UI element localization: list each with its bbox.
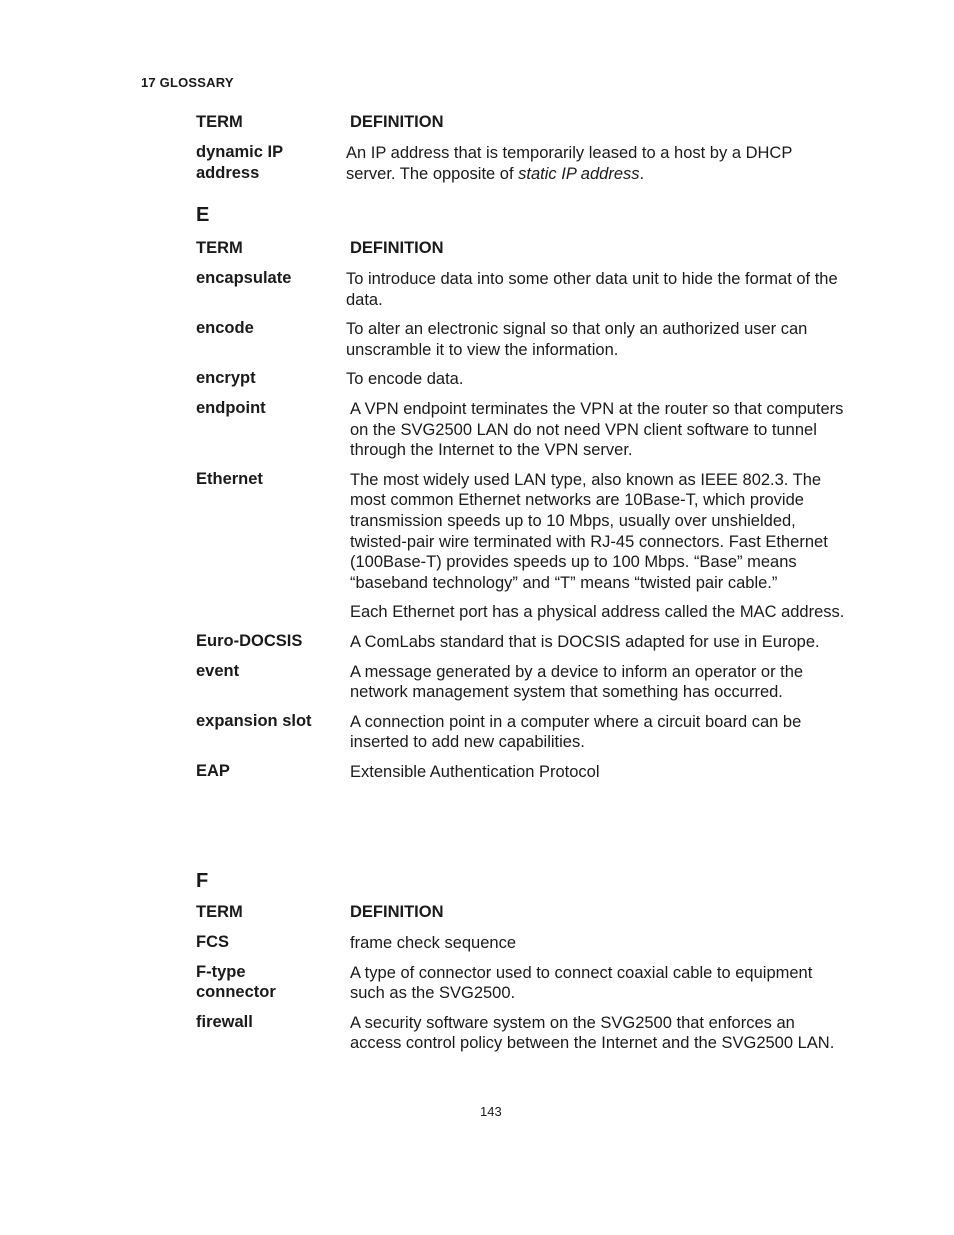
glossary-term: endpoint: [196, 398, 266, 417]
page-number: 143: [480, 1104, 502, 1119]
glossary-definition: A connection point in a computer where a circuit board can be inserted to add new capabilities.: [350, 712, 802, 752]
glossary-entry: [196, 470, 846, 623]
glossary-entry: [196, 712, 846, 753]
section-letter-e: E: [196, 204, 210, 226]
glossary-term: EAP: [196, 761, 230, 780]
glossary-entry: [196, 762, 846, 783]
glossary-term: FCS: [196, 933, 229, 951]
glossary-table-f: [196, 903, 846, 1054]
term-column-header: TERM: [196, 903, 243, 921]
glossary-term: Euro-DOCSIS: [196, 631, 303, 650]
definition-column-header: DEFINITION: [350, 239, 444, 257]
glossary-entry: [196, 963, 846, 1004]
glossary-definition: A ComLabs standard that is DOCSIS adapted for use in Europe.: [350, 632, 820, 651]
glossary-definition: A security software system on the SVG2500 that enforces an access control policy between the Internet and the SVG2500 LAN.: [350, 1013, 835, 1053]
term-column-header: TERM: [196, 239, 243, 257]
table-header: [196, 903, 846, 923]
glossary-definition: To encode data.: [346, 370, 464, 389]
glossary-entry: [196, 933, 846, 954]
table-header: [196, 239, 846, 259]
glossary-entry: [196, 662, 846, 703]
definition-column-header: DEFINITION: [350, 903, 444, 921]
glossary-definition: A message generated by a device to inform an operator or the network management system that something has occurred.: [350, 662, 804, 702]
chapter-heading: 17 GLOSSARY: [141, 75, 234, 90]
glossary-entry: [196, 1013, 846, 1054]
glossary-term: Ethernet: [196, 469, 263, 488]
glossary-definition: To introduce data into some other data unit to hide the format of the data.: [346, 270, 838, 309]
glossary-term: F-type connector: [196, 962, 276, 1002]
definition-column-header: DEFINITION: [350, 113, 444, 131]
glossary-definition: The most widely used LAN type, also known as IEEE 802.3. The most common Ethernet networks are 10Base-T, which provide transmission speeds up to 10 Mbps, usually over unshielded, twisted-pair wire terminated with RJ-45 connectors. Fast Ethernet (100Base-T) provides speeds up to 100 Mbps. “Base” means “baseband technology” and “T” means “twisted pair cable.”: [350, 470, 828, 592]
glossary-definition: Extensible Authentication Protocol: [350, 762, 600, 781]
glossary-term: encapsulate: [196, 269, 292, 287]
glossary-definition: A VPN endpoint terminates the VPN at the router so that computers on the SVG2500 LAN do not need VPN client software to tunnel through the Internet to the VPN server.: [350, 399, 844, 460]
glossary-term: event: [196, 661, 240, 680]
glossary-entry: [196, 319, 846, 360]
glossary-definition-emphasis: static IP address: [518, 164, 640, 183]
glossary-entry: [196, 269, 846, 310]
glossary-term: dynamic IP address: [196, 143, 283, 182]
glossary-term: expansion slot: [196, 711, 312, 730]
glossary-table-e: [196, 239, 846, 782]
table-header: [196, 113, 846, 133]
glossary-definition-continued: Each Ethernet port has a physical address called the MAC address.: [350, 603, 845, 622]
glossary-definition: frame check sequence: [350, 934, 517, 952]
glossary-term: encode: [196, 319, 254, 338]
glossary-definition: A type of connector used to connect coaxial cable to equipment such as the SVG2500.: [350, 963, 813, 1003]
glossary-term: encrypt: [196, 369, 256, 388]
glossary-term: firewall: [196, 1012, 253, 1031]
section-letter-f: F: [196, 870, 209, 892]
glossary-entry: [196, 369, 846, 390]
glossary-table-d: [196, 113, 846, 184]
term-column-header: TERM: [196, 113, 243, 131]
glossary-entry: [196, 399, 846, 461]
glossary-definition: To alter an electronic signal so that only an authorized user can unscramble it to view the information.: [346, 320, 808, 359]
glossary-definition: An IP address that is temporarily leased to a host by a DHCP server. The opposite of static IP address.: [346, 144, 793, 183]
glossary-entry: [196, 143, 846, 184]
glossary-entry: [196, 632, 846, 653]
